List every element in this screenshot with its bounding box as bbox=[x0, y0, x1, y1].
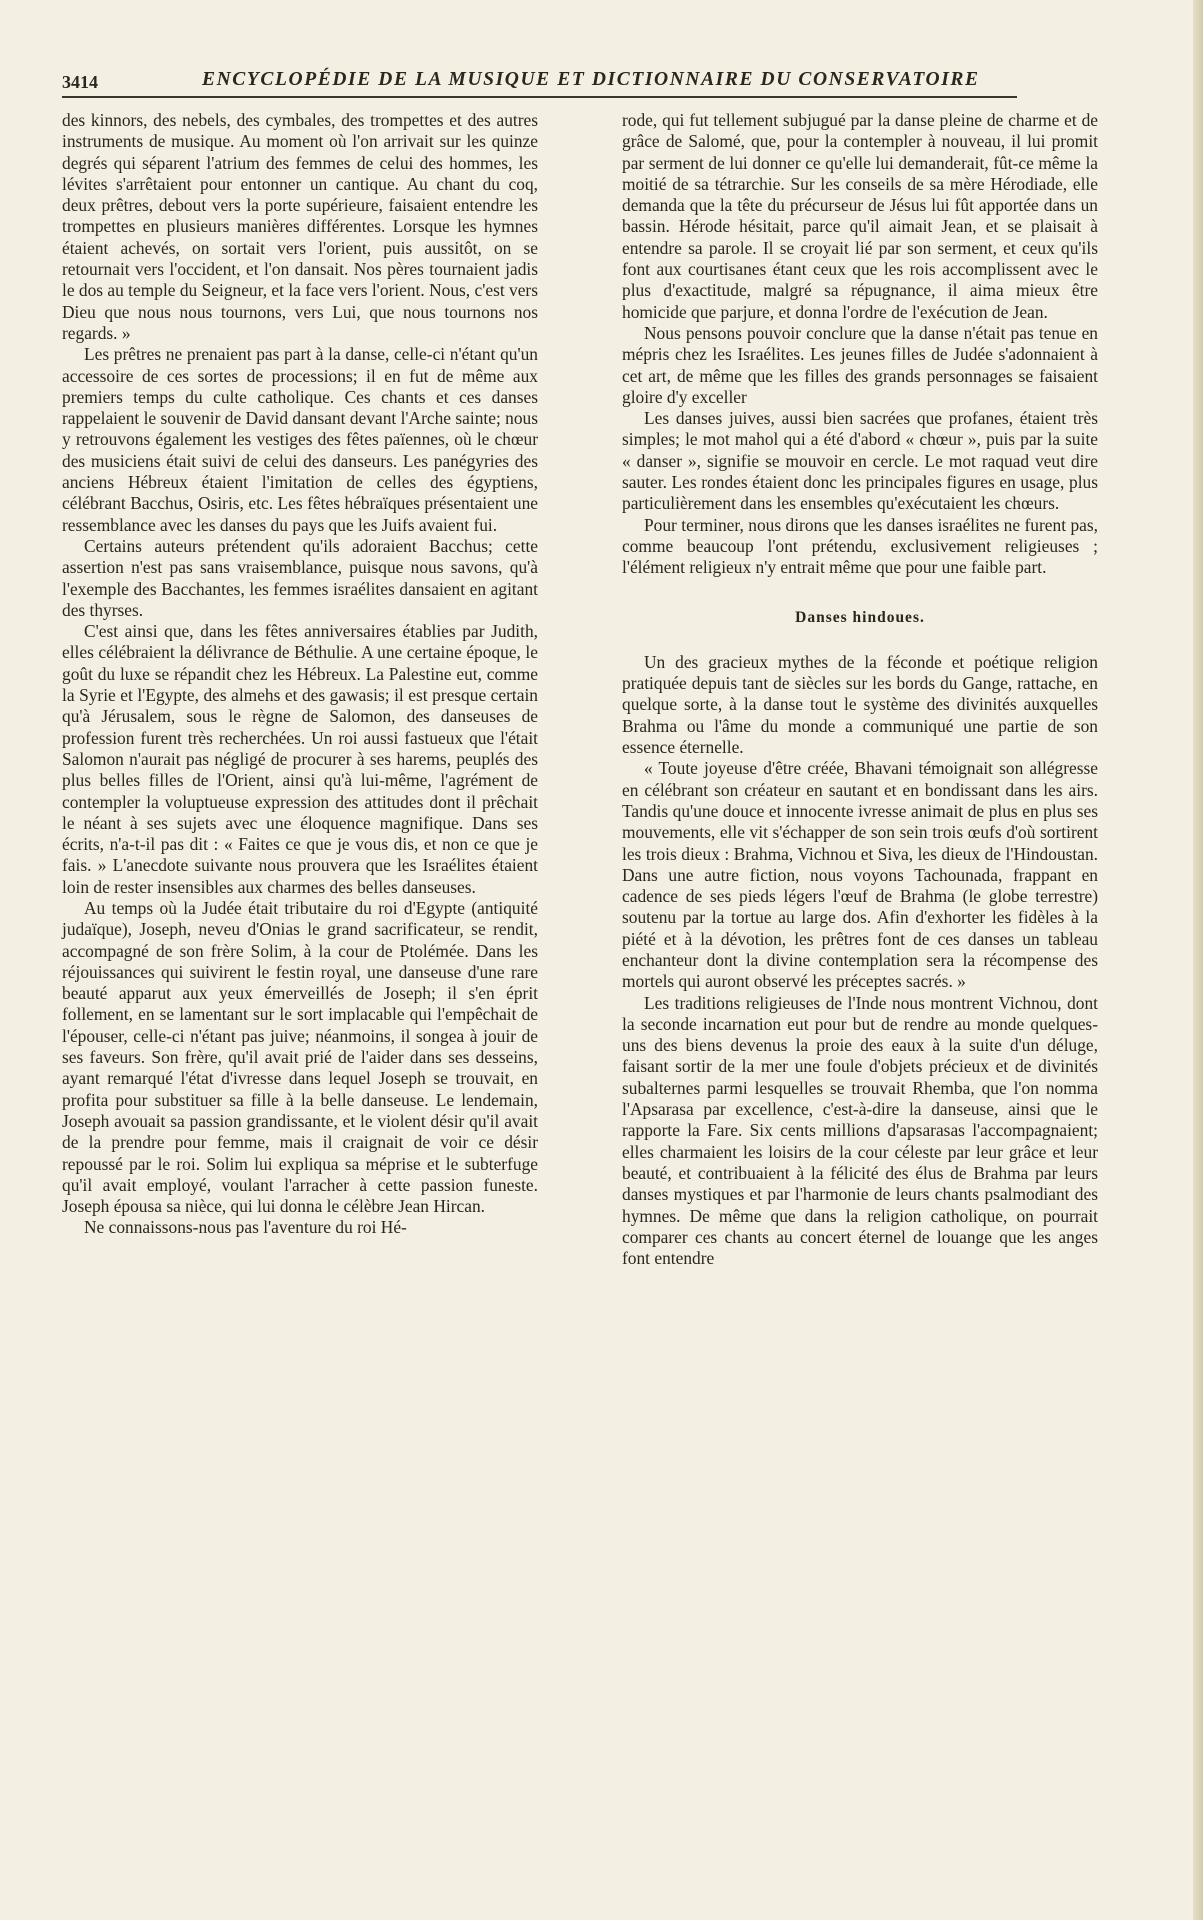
paragraph: Certains auteurs prétendent qu'ils adoraient Bacchus; cette assertion n'est pas sans vraisemblance, puisque nous savons, qu'à l'exemple des Bacchantes, les femmes israélites dansaient en agitant des thyrses. bbox=[62, 535, 538, 620]
paragraph: « Toute joyeuse d'être créée, Bhavani témoignait son allégresse en célébrant son créateur en sautant et en bondissant dans les airs. Tandis qu'une douce et innocente ivresse animait de plus en plus ses mouvements, elle vit s'échapper de son sein trois œufs d'où sortirent les trois dieux : Brahma, Vichnou et Siva, les dieux de l'Hindoustan. Dans une autre fiction, nous voyons Tachounada, frappant en cadence de ses pieds légers l'œuf de Brahma (le globe terrestre) soutenu par la tortue au large dos. Afin d'exhorter les fidèles à la piété et à la dévotion, les prêtres font de ces danses un tableau enchanteur dont la divine contemplation sera la récompense des mortels qui auront observé les préceptes sacrés. » bbox=[622, 758, 1098, 992]
right-column bbox=[622, 110, 1098, 1269]
section-heading: Danses hindoues. bbox=[795, 608, 925, 626]
left-column bbox=[62, 110, 538, 1239]
paragraph: Les prêtres ne prenaient pas part à la danse, celle-ci n'étant qu'un accessoire de ces sortes de processions; il en fut de même aux premiers temps du culte catholique. Ces chants et ces danses rappelaient le souvenir de David dansant devant l'Arche sainte; nous y retrouvons également les vestiges des fêtes païennes, où le chœur des musiciens était suivi de celui des danseurs. Les panégyries des anciens Hébreux étaient l'imitation de celles des égyptiens, célébrant Bacchus, Osiris, etc. Les fêtes hébraïques présentaient une ressemblance avec les danses du pays que les Juifs avaient fui. bbox=[62, 344, 538, 535]
paragraph: Les danses juives, aussi bien sacrées que profanes, étaient très simples; le mot mahol qui a été d'abord « chœur », puis par la suite « danser », signifie se mouvoir en cercle. Le mot raquad veut dire sauter. Les rondes étaient donc les principales figures en usage, plus particulièrement dans les ensembles qu'exécutaient les chœurs. bbox=[622, 408, 1098, 514]
page-edge bbox=[1193, 0, 1203, 1920]
paragraph: des kinnors, des nebels, des cymbales, des trompettes et des autres instruments de musique. Au moment où l'on arrivait sur les quinze degrés qui séparent l'atrium des femmes de celui des hommes, les lévites s'arrêtaient pour entonner un cantique. Au chant du coq, deux prêtres, debout vers la porte supérieure, faisaient entendre les trompettes en plusieurs manières différentes. Lorsque les hymnes étaient achevés, on sortait vers l'orient, puis aussitôt, on se retournait vers l'occident, et l'on dansait. Nos pères tournaient jadis le dos au temple du Seigneur, et la face vers l'orient. Nous, c'est vers Dieu que nous nous tournons, vers Lui, que nous tournons nos regards. » bbox=[62, 110, 538, 343]
page-header bbox=[62, 66, 1012, 96]
paragraph: Au temps où la Judée était tributaire du roi d'Egypte (antiquité judaïque), Joseph, neveu d'Onias le grand sacrificateur, se rendit, accompagné de son frère Solim, à la cour de Ptolémée. Dans les réjouissances qui suivirent le festin royal, une danseuse d'une rare beauté apparut aux yeux émerveillés de Joseph; il s'en éprit follement, en se lamentant sur le sort implacable qui l'empêchait de l'épouser, celle-ci n'étant pas juive; néanmoins, il songea à jouir de ses faveurs. Son frère, qu'il avait prié de l'aider dans ses desseins, ayant remarqué l'état d'ivresse dans lequel Joseph se trouvait, en profita pour substituer sa fille à la belle danseuse. Le lendemain, Joseph avouait sa passion grandissante, et le violent désir qu'il avait de la prendre pour femme, mais il craignait de voir ce désir repoussé par le roi. Solim lui expliqua sa méprise et le subterfuge qu'il avait employé, voulant l'arracher à cette passion funeste. Joseph épousa sa nièce, qui lui donna le célèbre Jean Hircan. bbox=[62, 897, 538, 1217]
paragraph: Nous pensons pouvoir conclure que la danse n'était pas tenue en mépris chez les Israélites. Les jeunes filles de Judée s'adonnaient à cet art, de même que les filles des grands personnages se faisaient gloire d'y exceller bbox=[622, 322, 1098, 407]
page-number: 3414 bbox=[62, 72, 98, 92]
paragraph: rode, qui fut tellement subjugué par la danse pleine de charme et de grâce de Salomé, que, pour la contempler à nouveau, il lui promit par serment de lui donner ce qu'elle lui demanderait, fût-ce même la moitié de sa tétrarchie. Sur les conseils de sa mère Hérodiade, elle demanda que la tête du précurseur de Jésus lui fût apportée dans un bassin. Hérode hésitait, parce qu'il aimait Jean, et se plaisait à entendre sa parole. Il se croyait lié par son serment, et ceux qu'ils font aux courtisanes étant ceux que les rois accomplissent avec le plus d'exactitude, malgré sa répugnance, il aima mieux être homicide que parjure, et donna l'ordre de l'exécution de Jean. bbox=[622, 110, 1098, 322]
paragraph: Un des gracieux mythes de la féconde et poétique religion pratiquée depuis tant de siècles sur les bords du Gange, rattache, en quelque sorte, à la danse tout le système des divinités auxquelles Brahma ou l'âme du monde a communiqué une partie de son essence éternelle. bbox=[622, 651, 1098, 758]
paragraph: C'est ainsi que, dans les fêtes anniversaires établies par Judith, elles célébraient la délivrance de Béthulie. A une certaine époque, le goût du luxe se répandit chez les Hébreux. La Palestine eut, comme la Syrie et l'Egypte, des almehs et des gawasis; il est presque certain qu'à Jérusalem, sous le règne de Salomon, des danseuses de profession furent très recherchées. Un roi aussi fastueux que l'était Salomon n'aurait pas négligé de procurer à ses harems, peuplés des plus belles filles de l'Orient, ainsi qu'à lui-même, l'agrément de contempler la voluptueuse expression des attitudes dont il prêchait le néant à ses sujets avec une éloquence magnifique. Dans ses écrits, n'a-t-il pas dit : « Faites ce que je vous dis, et non ce que je fais. » L'anecdote suivante nous prouvera que les Israélites étaient loin de rester insensibles aux charmes des belles danseuses. bbox=[62, 621, 538, 897]
paragraph: Les traditions religieuses de l'Inde nous montrent Vichnou, dont la seconde incarnation eut pour but de rendre au monde quelques-uns des biens devenus la proie des eaux à la suite d'un déluge, faisant sortir de la mer une foule d'objets précieux et de divinités subalternes parmi lesquelles se trouvait Rhemba, que l'on nomma l'Apsarasa par excellence, c'est-à-dire la danseuse, ainsi que le rapporte la Fare. Six cents millions d'apsarasas l'accompagnaient; elles charmaient les loisirs de la cour céleste par leur grâce et leur beauté, et contribuaient à la félicité des élus de Brahma par leurs danses mystiques et par l'harmonie de leurs chants psalmodiant des hymnes. De même que dans la religion catholique, on pourrait comparer ces chants au concert éternel de louange que les anges font entendre bbox=[622, 992, 1098, 1269]
paragraph: Pour terminer, nous dirons que les danses israélites ne furent pas, comme beaucoup l'ont prétendu, exclusivement religieuses ; l'élément religieux n'y entrait même que pour une faible part. bbox=[622, 514, 1098, 578]
header-rule bbox=[62, 96, 1017, 98]
running-title: ENCYCLOPÉDIE DE LA MUSIQUE ET DICTIONNAIRE DU CONSERVATOIRE bbox=[202, 69, 980, 90]
paragraph: Ne connaissons-nous pas l'aventure du roi Hé- bbox=[84, 1217, 407, 1238]
